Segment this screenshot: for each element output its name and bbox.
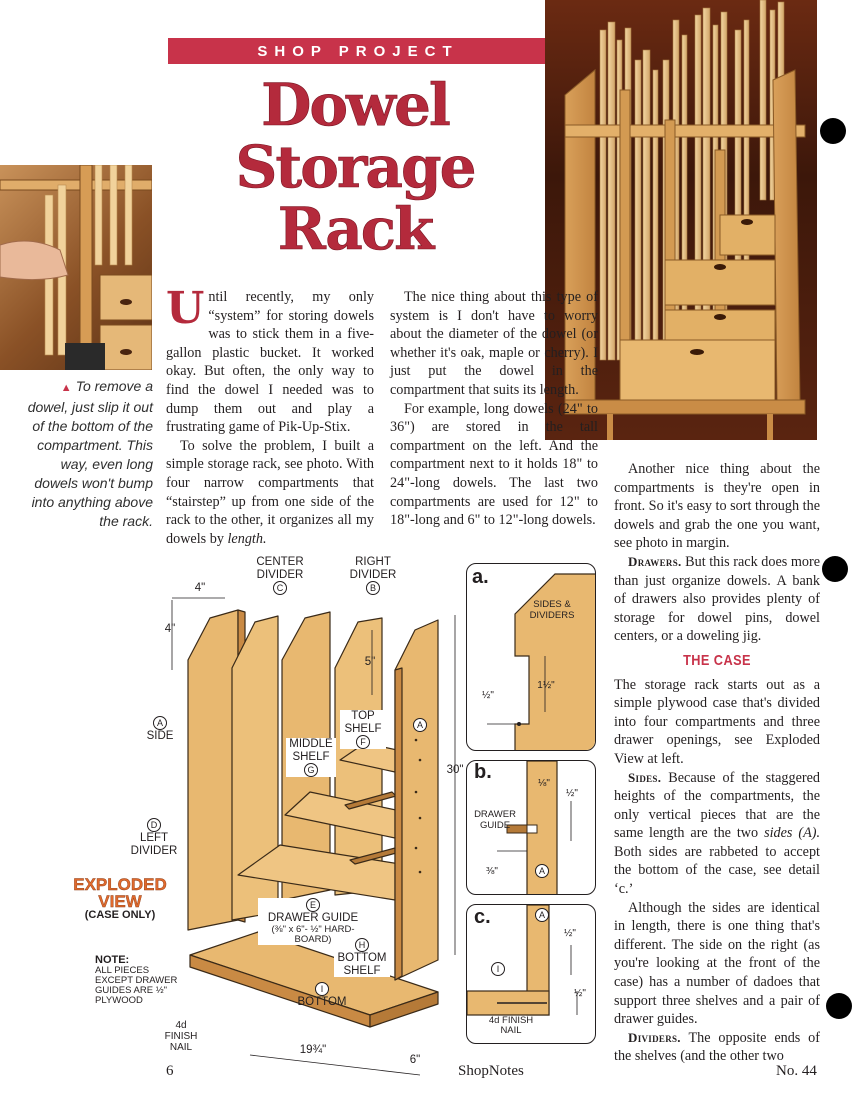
detail-c-letter: c. <box>474 906 491 928</box>
paragraph-7: The storage rack starts out as a simple plywood case that's divided into four compartments and three drawer openings, see Exploded View at left. <box>614 676 820 767</box>
left-divider-key: D <box>147 818 161 832</box>
detail-a-panel <box>466 563 596 751</box>
detail-a-dim-2: ½" <box>482 690 494 701</box>
dim-4-top: 4" <box>194 582 206 594</box>
drawer-guide-text: DRAWER GUIDE <box>267 912 359 924</box>
detail-b-dim-3: ⅜" <box>486 866 498 877</box>
drop-cap: U <box>166 283 205 334</box>
paragraph-2 <box>166 437 374 549</box>
detail-a-dim-1: 1½" <box>537 680 555 691</box>
issue-number: No. 44 <box>776 1063 817 1079</box>
label-center-divider <box>242 556 318 595</box>
detail-a-letter: a. <box>472 566 489 588</box>
bottom-shelf-text: BOTTOM SHELF <box>337 952 387 977</box>
middle-shelf-text: MIDDLE SHELF <box>289 738 333 763</box>
center-divider-key: C <box>273 581 287 595</box>
drawer-guide-key: E <box>306 898 320 912</box>
detail-c-dim-2: ½" <box>574 988 586 999</box>
side-a-right-key: A <box>413 718 427 732</box>
dim-4-left: 4" <box>164 623 176 635</box>
paragraph-1-text: ntil recently, my only “system” for storing dowels was to stick them in a five-gallon plastic bucket. It worked okay. But often, the only way to find the dowel I needed was to dump them out and play a frustrating game of Pik-Up-Stix. <box>166 289 374 436</box>
paragraph-5: Another nice thing about the compartments is they're open in front. So it's easy to sort through the dowels and grab the one you want, see photo in margin. <box>614 461 820 552</box>
heading-the-case: THE CASE <box>683 651 751 669</box>
exploded-view-title: EXPLODED VIEW <box>73 875 167 911</box>
paragraph-2-emphasis: length. <box>227 530 267 547</box>
detail-c-nail: 4d FINISH NAIL <box>488 1015 534 1036</box>
exploded-view-subtitle: (CASE ONLY) <box>84 909 156 921</box>
note-heading: NOTE: <box>95 954 130 966</box>
paragraph-intro <box>166 283 374 437</box>
detail-b-label: DRAWER GUIDE <box>474 809 516 831</box>
article-column-1 <box>166 283 374 548</box>
dim-19: 19¾" <box>299 1044 327 1056</box>
label-bottom-shelf <box>334 938 390 977</box>
detail-b-key <box>532 864 552 878</box>
detail-a-label: SIDES & DIVIDERS <box>529 599 575 621</box>
section-banner: SHOP PROJECT <box>168 38 548 64</box>
article-title <box>205 71 505 263</box>
label-top-shelf <box>340 710 386 749</box>
bottom-key: I <box>315 982 329 996</box>
sides-lead: Sides. <box>628 769 662 785</box>
article-column-3 <box>614 460 820 1066</box>
side-text: SIDE <box>146 730 174 742</box>
caption-text: To remove a dowel, just slip it out of the bottom of the compartment. This way, even long dowels won't bump into anything above the rack. <box>27 378 153 529</box>
top-shelf-text: TOP SHELF <box>344 710 382 735</box>
paragraph-8-emphasis: sides (A). <box>764 825 821 842</box>
detail-a-svg <box>467 564 596 751</box>
middle-shelf-key: G <box>304 763 318 777</box>
detail-c-key-1-text: A <box>535 908 549 922</box>
caption-triangle-icon: ▲ <box>60 382 72 394</box>
note-body: ALL PIECES EXCEPT DRAWER GUIDES ARE ½" PLYWOOD <box>95 965 178 1006</box>
title-line-2: Storage <box>235 133 475 201</box>
top-shelf-key: F <box>356 735 370 749</box>
hand-dowel-illustration <box>0 165 152 370</box>
dim-6: 6" <box>409 1054 421 1066</box>
paragraph-6 <box>614 553 820 646</box>
label-left-divider <box>124 818 184 857</box>
detail-b-dim-2: ½" <box>566 788 578 799</box>
detail-b-letter: b. <box>474 761 492 783</box>
right-divider-text: RIGHT DIVIDER <box>349 556 397 581</box>
dividers-lead: Dividers. <box>628 1029 681 1045</box>
paragraph-2-text: To solve the problem, I built a simple storage rack, see photo. With four narrow compartments that “stairstep” up from one side of the rack to the other, it organizes all my dowels by <box>166 437 374 547</box>
label-finish-nail: 4d FINISH NAIL <box>164 1020 198 1053</box>
drawers-lead: Drawers. <box>628 553 682 569</box>
article-column-2 <box>390 288 598 530</box>
label-right-divider <box>338 556 408 595</box>
binder-hole-bottom <box>826 993 852 1019</box>
detail-c-dim-1: ½" <box>564 928 576 939</box>
paragraph-10 <box>614 1029 820 1066</box>
paragraph-9: Although the sides are identical in length, there is one thing that's different. The side on the right (as you're looking at the front of the case) has a number of dadoes that support three shelves and a pair of drawer guides. <box>614 899 820 1028</box>
detail-b-key-text: A <box>535 864 549 878</box>
paragraph-4: For example, long dowels (24" to 36") are stored in the tall compartment on the left. And the compartment next to it holds 18" to 24"-long dowels. The last two compartments are used for 12" to 18"-long and 6" to 12"-long dowels. <box>390 400 598 529</box>
dim-5: 5" <box>364 656 376 668</box>
right-divider-key: B <box>366 581 380 595</box>
paragraph-8-text-a: Because of the staggered heights of the compartments, the only vertical pieces that are the same length are the two <box>614 769 820 842</box>
drawer-guide-dims: (⅜" x 6"- ½" HARD-BOARD) <box>271 923 355 945</box>
label-side <box>138 716 182 743</box>
label-side-a-right <box>410 718 430 732</box>
bottom-text: BOTTOM <box>297 996 347 1008</box>
paragraph-10-text: The opposite ends of the shelves (and the other two <box>614 1029 820 1065</box>
diagram-note <box>95 955 185 1006</box>
margin-photo <box>0 165 152 370</box>
label-bottom <box>290 982 354 1009</box>
page-number: 6 <box>166 1063 174 1079</box>
label-middle-shelf <box>286 738 336 777</box>
paragraph-6-text: But this rack does more than just organize dowels. A bank of drawers also provides plenty of storage for dowel pins, dowel centers, or a doweling jig. <box>614 553 820 645</box>
binder-hole-middle <box>822 556 848 582</box>
dim-30: 30" <box>446 764 464 776</box>
detail-c-key-1 <box>532 908 552 922</box>
detail-c-key-2-text: I <box>491 962 505 976</box>
paragraph-3: The nice thing about this type of system is I don't have to worry about the diameter of the dowel (or whether it's oak, maple or cherry). I just put the dowel in the compartment that suits its length. <box>390 289 598 398</box>
left-divider-text: LEFT DIVIDER <box>130 832 178 857</box>
binder-hole-top <box>820 118 846 144</box>
detail-c-key-2 <box>488 962 508 976</box>
center-divider-text: CENTER DIVIDER <box>256 556 304 581</box>
title-line-1: Dowel <box>261 71 449 139</box>
title-line-3: Rack <box>277 195 433 263</box>
photo-caption <box>20 377 153 531</box>
detail-b-dim-1: ⅛" <box>538 778 550 789</box>
magazine-name: ShopNotes <box>458 1063 524 1079</box>
bottom-shelf-key: H <box>355 938 369 952</box>
side-key: A <box>153 716 167 730</box>
paragraph-8-text-b: Both sides are rabbeted to accept the bottom of the case, see detail ‘c.’ <box>614 843 820 898</box>
paragraph-8 <box>614 769 820 899</box>
